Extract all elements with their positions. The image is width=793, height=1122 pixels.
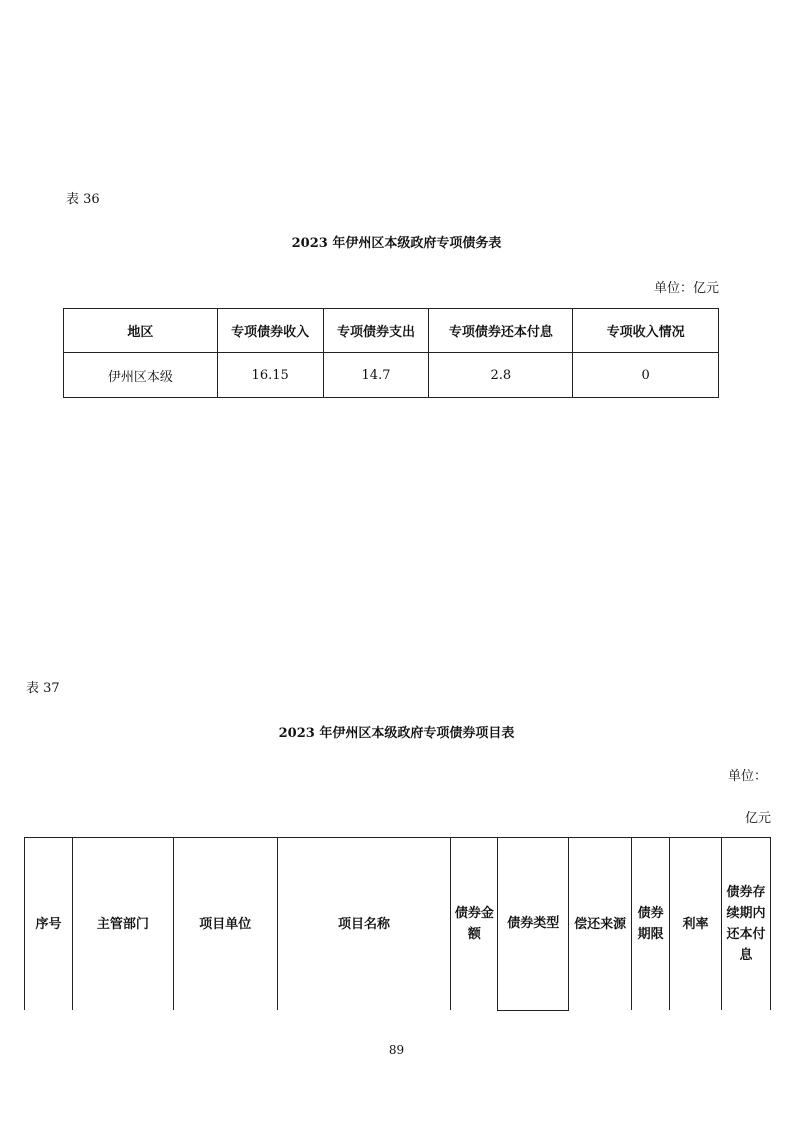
header-bond-type: 债券类型 xyxy=(498,838,569,1011)
table-37-title: 2023 年伊州区本级政府专项债券项目表 xyxy=(278,726,515,741)
header-special-bond-income: 专项债券收入 xyxy=(217,309,323,353)
cell-special-income-status: 0 xyxy=(573,353,719,398)
header-project-unit: 项目单位 xyxy=(173,838,277,1011)
table-header-row xyxy=(25,838,771,1011)
header-duration-repayment-line3: 还本付 xyxy=(726,927,766,942)
header-competent-department: 主管部门 xyxy=(72,838,173,1011)
table-36-caption: 表 36 xyxy=(66,192,100,207)
table-36-title: 2023 年伊州区本级政府专项债务表 xyxy=(291,236,502,251)
header-special-bond-expenditure: 专项债券支出 xyxy=(323,309,429,353)
header-bond-amount xyxy=(451,838,498,1011)
header-region: 地区 xyxy=(64,309,218,353)
header-special-income-status: 专项收入情况 xyxy=(573,309,719,353)
table-37-unit-value: 亿元 xyxy=(744,811,771,826)
page-number: 89 xyxy=(388,1043,405,1057)
header-bond-amount-line1: 债券金 xyxy=(454,906,494,921)
header-serial-number: 序号 xyxy=(25,838,73,1011)
table-36 xyxy=(63,308,719,398)
header-repayment-source: 偿还来源 xyxy=(569,838,632,1011)
header-interest-rate: 利率 xyxy=(670,838,722,1011)
table-row xyxy=(64,353,719,398)
header-duration-repayment-line4: 息 xyxy=(739,948,753,963)
table-37-caption: 表 37 xyxy=(26,681,60,696)
header-duration-repayment-line2: 续期内 xyxy=(726,906,766,921)
table-36-unit: 单位：亿元 xyxy=(653,281,719,296)
header-project-name: 项目名称 xyxy=(277,838,451,1011)
cell-special-bond-repayment: 2.8 xyxy=(429,353,573,398)
header-bond-term xyxy=(632,838,670,1011)
table-37-unit-label: 单位： xyxy=(727,769,767,784)
table-37 xyxy=(24,837,771,1011)
header-special-bond-repayment: 专项债券还本付息 xyxy=(429,309,573,353)
cell-special-bond-expenditure: 14.7 xyxy=(323,353,429,398)
table-header-row xyxy=(64,309,719,353)
header-bond-term-line2: 期限 xyxy=(637,927,664,942)
cell-region: 伊州区本级 xyxy=(64,353,218,398)
header-bond-amount-line2: 额 xyxy=(467,927,481,942)
header-bond-term-line1: 债券 xyxy=(637,906,664,921)
cell-special-bond-income: 16.15 xyxy=(217,353,323,398)
header-duration-repayment-line1: 债券存 xyxy=(726,885,766,900)
header-duration-repayment xyxy=(721,838,770,1011)
